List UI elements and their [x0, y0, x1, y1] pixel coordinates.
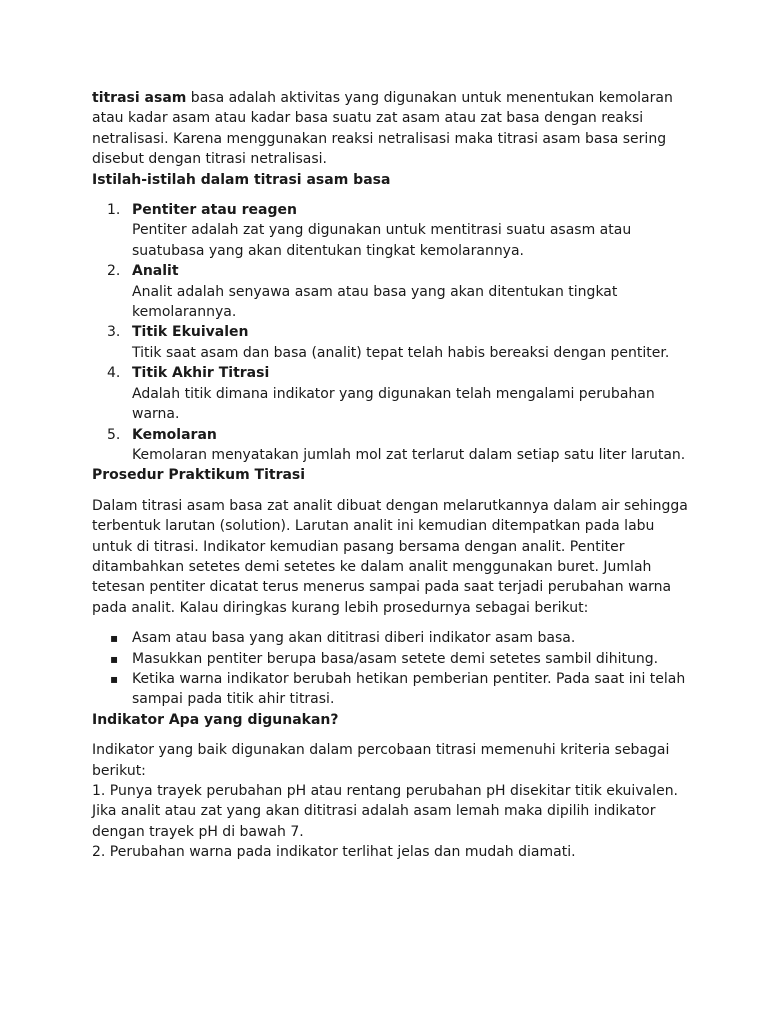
term-number: 3.	[107, 324, 121, 341]
intro-lead-term: titrasi asam	[92, 90, 187, 106]
terms-heading: Istilah-istilah dalam titrasi asam basa	[92, 171, 391, 188]
indicator-criterion: 1. Punya trayek perubahan pH atau rentang perubahan pH disekitar titik ekuivalen. Jika analit atau zat yang akan dititrasi adalah asam lemah maka dipilih indikator dengan trayek pH di bawah 7.	[92, 783, 679, 840]
intro-paragraph	[92, 88, 692, 170]
term-title: Titik Akhir Titrasi	[132, 365, 270, 382]
term-description: Titik saat asam dan basa (analit) tepat telah habis bereaksi dengan pentiter.	[132, 344, 670, 361]
terms-list	[92, 200, 692, 465]
procedure-paragraph: Dalam titrasi asam basa zat analit dibuat dengan melarutkannya dalam air sehingga terbentuk larutan (solution). Larutan analit ini kemudian ditempatkan pada labu untuk di titrasi. Indikator kemudian pasang bersama dengan analit. Pentiter ditambahkan setetes demi setetes ke dalam analit menggunakan buret. Jumlah tetesan pentiter dicatat terus menerus sampai pada saat terjadi perubahan warna pada analit. Kalau diringkas kurang lebih prosedurnya sebagai berikut:	[92, 497, 688, 616]
term-number: 1.	[107, 202, 121, 219]
procedure-step-text: Asam atau basa yang akan dititrasi diberi indikator asam basa.	[132, 630, 576, 647]
indicator-criterion: 2. Perubahan warna pada indikator terlihat jelas dan mudah diamati.	[92, 844, 576, 861]
intro-text: basa adalah aktivitas yang digunakan untuk menentukan kemolaran atau kadar asam atau kadar basa suatu zat asam atau zat basa dengan reaksi netralisasi. Karena menggunakan reaksi netralisasi maka titrasi asam basa sering disebut dengan titrasi netralisasi.	[92, 90, 673, 168]
term-item	[92, 363, 692, 424]
term-item	[92, 322, 692, 363]
procedure-heading: Prosedur Praktikum Titrasi	[92, 467, 306, 484]
procedure-step	[92, 649, 692, 669]
indicator-heading: Indikator Apa yang digunakan?	[92, 711, 339, 728]
term-number: 2.	[107, 263, 121, 280]
term-item	[92, 261, 692, 322]
square-bullet-icon: ▪	[110, 671, 119, 686]
term-title: Kemolaran	[132, 426, 217, 443]
term-title: Analit	[132, 263, 179, 280]
procedure-step-text: Ketika warna indikator berubah hetikan pemberian pentiter. Pada saat ini telah sampai pada titik ahir titrasi.	[132, 670, 686, 708]
document-page	[92, 88, 692, 863]
term-description: Adalah titik dimana indikator yang digunakan telah mengalami perubahan warna.	[132, 385, 655, 423]
procedure-step	[92, 628, 692, 648]
term-item	[92, 200, 692, 261]
term-description: Pentiter adalah zat yang digunakan untuk mentitrasi suatu asasm atau suatubasa yang akan ditentukan tingkat kemolarannya.	[132, 222, 632, 259]
indicator-intro: Indikator yang baik digunakan dalam percobaan titrasi memenuhi kriteria sebagai berikut:	[92, 742, 670, 779]
square-bullet-icon: ▪	[110, 651, 119, 666]
procedure-step	[92, 669, 692, 710]
term-item	[92, 425, 692, 466]
procedure-steps-list	[92, 628, 692, 710]
term-title: Pentiter atau reagen	[132, 202, 297, 219]
procedure-step-text: Masukkan pentiter berupa basa/asam setete demi setetes sambil dihitung.	[132, 650, 659, 667]
term-description: Analit adalah senyawa asam atau basa yang akan ditentukan tingkat kemolarannya.	[132, 283, 618, 321]
square-bullet-icon: ▪	[110, 631, 119, 646]
term-description: Kemolaran menyatakan jumlah mol zat terlarut dalam setiap satu liter larutan.	[132, 446, 686, 463]
term-number: 5.	[107, 426, 121, 443]
term-title: Titik Ekuivalen	[132, 324, 249, 341]
term-number: 4.	[107, 365, 121, 382]
